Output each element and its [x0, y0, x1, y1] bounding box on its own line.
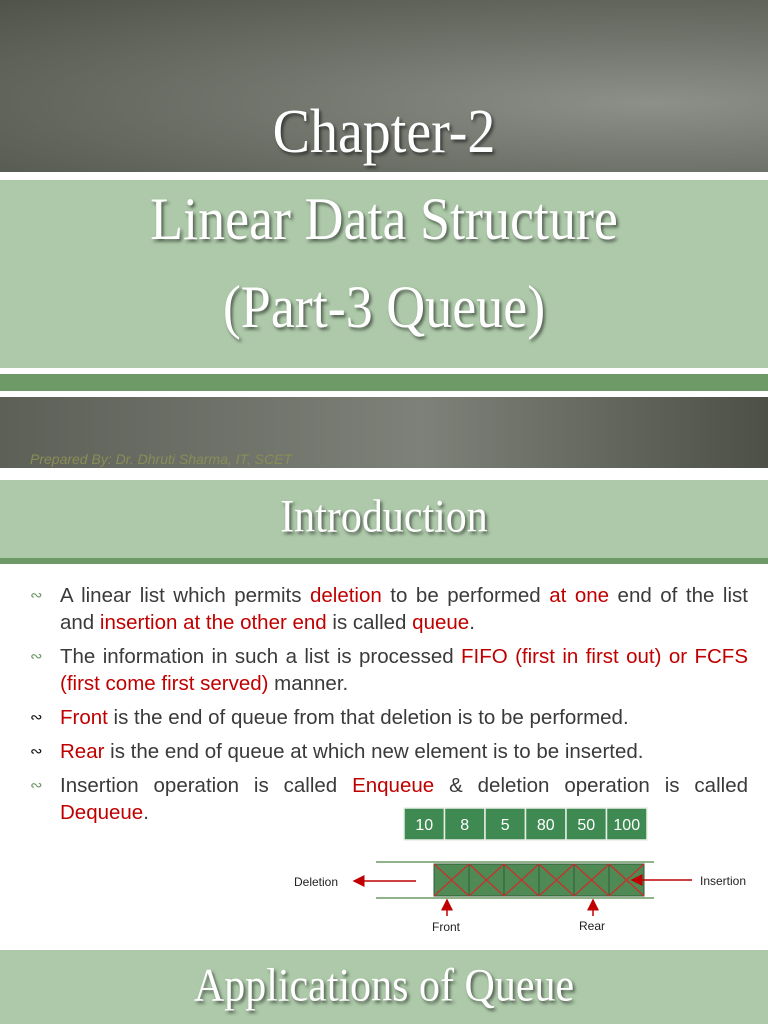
dark-bullet-icon: ∾	[30, 709, 43, 726]
dark-bullet-icon: ∾	[30, 743, 43, 760]
queue-slot-row	[434, 864, 644, 896]
queue-cell-value: 50	[577, 817, 596, 834]
queue-cell-value: 10	[415, 817, 434, 834]
chapter-subtitle-line1: Linear Data Structure	[150, 185, 618, 253]
list-item	[30, 582, 748, 636]
highlighted-text: deletion	[309, 584, 382, 607]
highlighted-text: queue	[412, 611, 470, 634]
highlighted-text: Enqueue	[352, 774, 435, 797]
bullet-text: .	[469, 611, 475, 634]
green-bullet-icon: ∾	[30, 777, 43, 794]
bullet-text: end of the list and	[60, 584, 748, 634]
bullet-text: is called	[326, 611, 413, 634]
list-item	[30, 704, 748, 731]
queue-cell-value: 8	[460, 817, 470, 834]
rear-label: Rear	[579, 919, 606, 933]
insertion-label: Insertion	[700, 874, 747, 888]
deletion-label: Deletion	[294, 875, 339, 889]
introduction-title: Introduction	[280, 491, 488, 543]
bullet-text: is the end of queue from that deletion is to be performed.	[107, 706, 629, 729]
highlighted-text: Dequeue	[60, 801, 144, 824]
highlighted-text: insertion at the other end	[99, 611, 327, 634]
bullet-text: A linear list which permits	[60, 584, 310, 607]
queue-diagram	[280, 802, 760, 938]
queue-cell-value: 100	[613, 817, 641, 834]
highlighted-text: at one	[549, 584, 610, 607]
chapter-title: Chapter-2	[272, 97, 496, 167]
queue-cell-value: 80	[536, 817, 555, 834]
bullet-text: manner.	[268, 672, 349, 695]
slide-gap	[0, 468, 768, 480]
green-bullet-icon: ∾	[30, 587, 43, 604]
applications-title: Applications of Queue	[193, 960, 575, 1012]
bullet-text: is the end of queue at which new element is to be inserted.	[104, 740, 644, 763]
prepared-by-credit: Prepared By: Dr. Dhruti Sharma, IT, SCET	[30, 451, 292, 467]
green-bullet-icon: ∾	[30, 648, 43, 665]
front-label: Front	[432, 920, 461, 934]
bullet-text: .	[143, 801, 149, 824]
bullet-text: to be performed	[381, 584, 550, 607]
queue-value-row	[404, 808, 647, 840]
highlighted-text: Rear	[60, 740, 105, 763]
chapter-subtitle-line2: (Part-3 Queue)	[222, 273, 546, 341]
list-item	[30, 643, 748, 697]
bullet-list	[30, 582, 748, 833]
divider	[0, 172, 768, 180]
accent-stripe	[0, 374, 768, 391]
highlighted-text: FIFO (first in first out) or FCFS (first come first served)	[60, 645, 748, 695]
queue-cell-value: 5	[500, 817, 510, 834]
bullet-text: Insertion operation is called	[60, 774, 353, 797]
highlighted-text: Front	[60, 706, 108, 729]
accent-stripe	[0, 558, 768, 564]
bullet-text: & deletion operation is called	[434, 774, 748, 797]
list-item	[30, 738, 748, 765]
bullet-text: The information in such a list is processed	[60, 645, 462, 668]
